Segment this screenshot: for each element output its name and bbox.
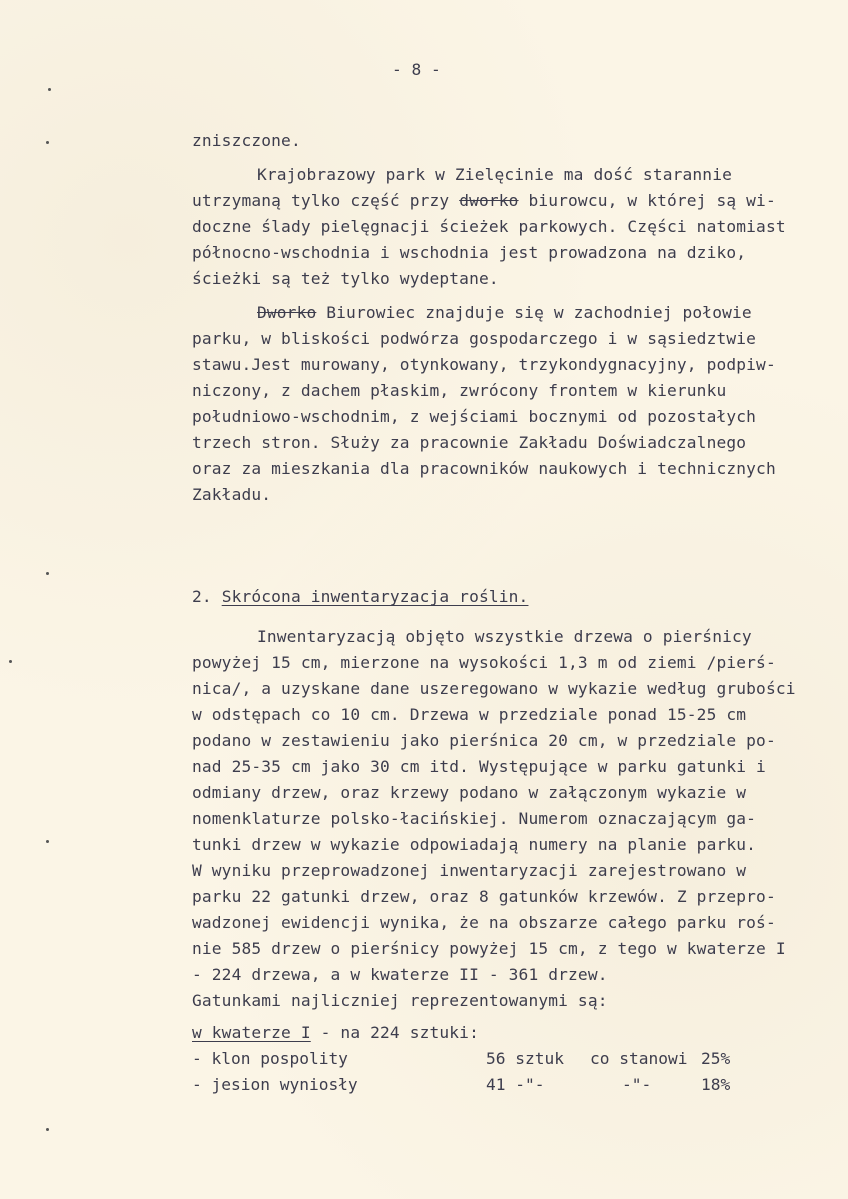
quarter-tail: - na 224 sztuki: [310,1023,479,1042]
struck-word-dworko-capital: Dworko [257,303,317,322]
species-ditto: co stanowi [590,1049,688,1068]
s2-line-7: odmiany drzew, oraz krzewy podano w załączonym wykazie w [192,783,747,802]
para2-line-1 [257,300,752,326]
s2-line-5: podano w zestawieniu jako pierśnica 20 cm, w przedziale po- [192,731,776,750]
s2-line-12: wadzonej ewidencji wynika, że na obszarze całego parku roś- [192,913,776,932]
s2-line-14: - 224 drzewa, a w kwaterze II - 361 drzew. [192,965,608,984]
margin-speck [46,572,49,575]
species-count: 56 sztuk [486,1049,564,1068]
s2-line-1: Inwentaryzacją objęto wszystkie drzewa o pierśnicy [257,627,752,646]
margin-speck [9,660,12,663]
species-count: 41 -"- [486,1075,545,1094]
margin-speck [46,141,49,144]
s2-line-15: Gatunkami najliczniej reprezentowanymi są: [192,991,608,1010]
para1-line-5: ścieżki są też tylko wydeptane. [192,269,499,288]
para2-line-1-tail: Biurowiec znajduje się w zachodniej połowie [316,303,752,322]
para1-line-2-head: utrzymaną tylko część przy [192,191,460,210]
margin-speck [46,840,49,843]
section-2-heading [192,584,528,610]
para2-line-4: niczony, z dachem płaskim, zwrócony frontem w kierunku [192,381,727,400]
s2-line-10: W wyniku przeprowadzonej inwentaryzacji zarejestrowano w [192,861,747,880]
s2-line-4: w odstępach co 10 cm. Drzewa w przedziale ponad 15-25 cm [192,705,747,724]
s2-line-3: nica/, a uzyskane dane uszeregowano w wykazie według grubości [192,679,796,698]
para1-line-2 [192,188,776,214]
para2-line-8: Zakładu. [192,485,272,504]
para2-line-7: oraz za mieszkania dla pracowników naukowych i technicznych [192,459,776,478]
para2-line-5: południowo-wschodnim, z wejściami bocznymi od pozostałych [192,407,757,426]
species-percent: 18% [701,1075,731,1094]
section-number: 2. [192,587,222,606]
para2-line-6: trzech stron. Służy za pracownie Zakładu Doświadczalnego [192,433,747,452]
margin-speck [46,1128,49,1131]
s2-line-6: nad 25-35 cm jako 30 cm itd. Występujące w parku gatunki i [192,757,766,776]
para2-line-2: parku, w bliskości podwórza gospodarczego i w sąsiedztwie [192,329,757,348]
species-ditto: -"- [622,1075,652,1094]
para1-line-1: Krajobrazowy park w Zielęcinie ma dość starannie [257,165,732,184]
s2-line-8: nomenklaturze polsko-łacińskiej. Numerom oznaczającym ga- [192,809,757,828]
species-percent: 25% [701,1049,731,1068]
struck-word-dworko: dworko [459,191,519,210]
page-number: - 8 - [392,60,441,79]
quarter-label: w kwaterze I [192,1023,311,1042]
s2-line-9: tunki drzew w wykazie odpowiadają numery na planie parku. [192,835,757,854]
para1-line-3: doczne ślady pielęgnacji ścieżek parkowych. Części natomiast [192,217,786,236]
para1-line-2-tail: biurowcu, w której są wi- [518,191,776,210]
para1-line-4: północno-wschodnia i wschodnia jest prowadzona na dziko, [192,243,747,262]
s2-line-11: parku 22 gatunki drzew, oraz 8 gatunków krzewów. Z przepro- [192,887,776,906]
margin-speck [48,88,51,91]
para2-line-3: stawu.Jest murowany, otynkowany, trzykondygnacyjny, podpiw- [192,355,776,374]
continuation-line: zniszczone. [192,131,301,150]
s2-line-13: nie 585 drzew o pierśnicy powyżej 15 cm, z tego w kwaterze I [192,939,786,958]
quarter-heading [192,1020,479,1046]
species-name: - klon pospolity [192,1049,348,1068]
s2-line-2: powyżej 15 cm, mierzone na wysokości 1,3 m od ziemi /pierś- [192,653,776,672]
species-name: - jesion wyniosły [192,1075,358,1094]
section-title: Skrócona inwentaryzacja roślin. [221,587,529,606]
